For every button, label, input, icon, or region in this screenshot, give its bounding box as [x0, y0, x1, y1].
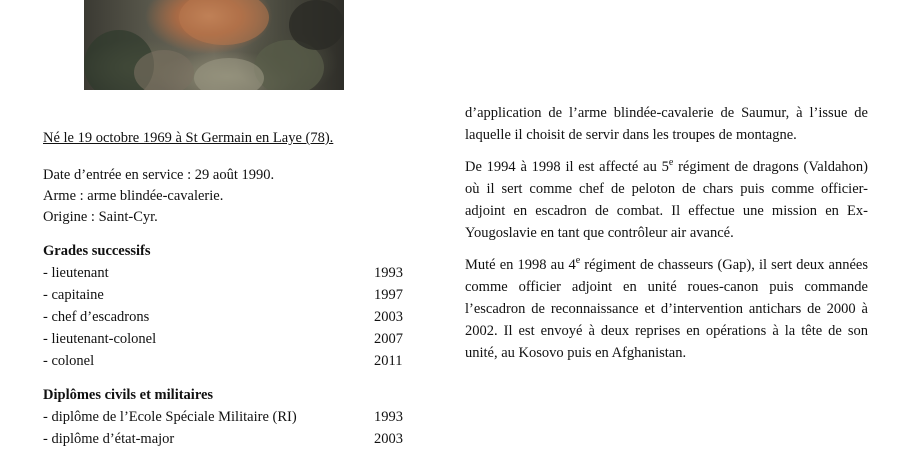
ordinal-superscript: e	[575, 255, 581, 267]
grade-label: - lieutenant-colonel	[43, 331, 157, 347]
diplomas-title: Diplômes civils et militaires	[43, 387, 214, 403]
diploma-year: 2003	[374, 431, 403, 447]
right-column	[465, 102, 868, 374]
portrait-photo	[84, 0, 344, 90]
grade-year: 2003	[374, 309, 403, 325]
grade-label: - chef d’escadrons	[43, 309, 150, 325]
grade-row	[43, 284, 408, 306]
service-date: Date d’entrée en service : 29 août 1990.	[43, 167, 275, 183]
grade-year: 1997	[374, 287, 403, 303]
grade-year: 2007	[374, 331, 403, 347]
grade-year: 2011	[374, 353, 403, 369]
paragraph-text: régiment de chasseurs (Gap), il sert deux années comme officier adjoint en unité roues-canon puis commande l’escadron de reconnaissance et d’intervention antichars de 2000 à 2002. Il est envoyé à deux reprises en opérations à la tête de son unité, au Kosovo puis en Afghanistan.	[465, 257, 868, 361]
service-origin: Origine : Saint-Cyr.	[43, 209, 158, 225]
paragraph-chasseurs	[465, 254, 868, 364]
paragraph-text: Muté en 1998 au 4	[465, 257, 576, 273]
paragraph-text: De 1994 à 1998 il est affecté au 5	[465, 159, 669, 175]
grade-year: 1993	[374, 265, 403, 281]
diploma-year: 1993	[374, 409, 403, 425]
birth-line: Né le 19 octobre 1969 à St Germain en Laye (78).	[43, 130, 334, 146]
paragraph-application: d’application de l’arme blindée-cavalerie de Saumur, à l’issue de laquelle il choisit de servir dans les troupes de montagne.	[465, 105, 868, 143]
grade-label: - colonel	[43, 353, 95, 369]
grades-title: Grades successifs	[43, 243, 151, 259]
diploma-label: - diplôme de l’Ecole Spéciale Militaire (RI)	[43, 409, 297, 425]
service-arm: Arme : arme blindée-cavalerie.	[43, 188, 224, 204]
service-info	[43, 165, 408, 228]
left-column	[43, 128, 408, 450]
grade-row	[43, 262, 408, 284]
grade-row	[43, 328, 408, 350]
diploma-label: - diplôme d’état-major	[43, 431, 175, 447]
grade-label: - capitaine	[43, 287, 104, 303]
ordinal-superscript: e	[668, 157, 674, 169]
paragraph-text: régiment de dragons (Valdahon) où il sert comme chef de peloton de chars puis comme officier-adjoint en escadron de combat. Il effectue une mission en Ex-Yougoslavie en tant que contrôleur air avancé.	[465, 159, 868, 241]
grade-row	[43, 306, 408, 328]
diploma-row	[43, 406, 408, 428]
grade-row	[43, 350, 408, 372]
paragraph-dragons	[465, 156, 868, 244]
grade-label: - lieutenant	[43, 265, 109, 281]
diploma-row	[43, 428, 408, 450]
